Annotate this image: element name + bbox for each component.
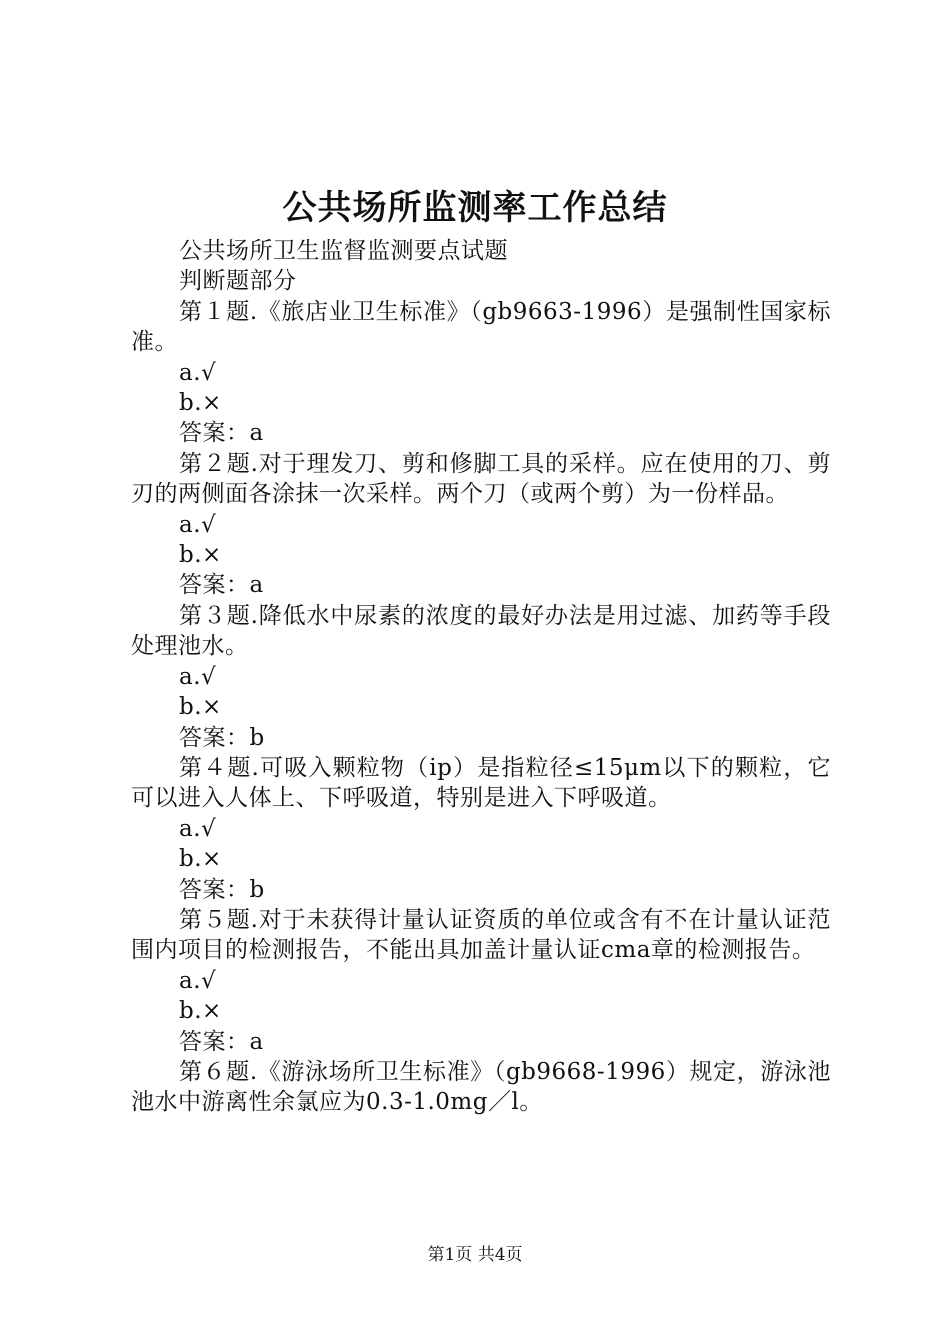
option-b: b.× <box>179 390 222 417</box>
answer: 答案：b <box>179 724 265 751</box>
page-footer: 第1页 共4页 <box>427 1245 523 1265</box>
question-2: 第２题.对于理发刀、剪和修脚工具的采样。应在使用的刀、剪刃的两侧面各涂抹一次采样。两个刀（或两个剪）为一份样品。 <box>131 450 831 508</box>
option-b: b.× <box>179 542 222 569</box>
question-1: 第１题.《旅店业卫生标准》（gb9663-1996）是强制性国家标准。 <box>131 298 831 356</box>
option-b: b.× <box>179 998 222 1025</box>
option-a: a.√ <box>179 815 217 842</box>
question-6: 第６题.《游泳场所卫生标准》（gb9668-1996）规定，游泳池池水中游离性余氯应为0.3-1.0mg／l。 <box>131 1058 831 1116</box>
option-a: a.√ <box>179 511 217 538</box>
option-a: a.√ <box>179 663 217 690</box>
paragraph-subtitle: 公共场所卫生监督监测要点试题 <box>179 238 508 264</box>
option-a: a.√ <box>179 359 217 386</box>
option-b: b.× <box>179 846 222 873</box>
document-title: 公共场所监测率工作总结 <box>282 188 668 228</box>
option-b: b.× <box>179 694 222 721</box>
question-4: 第４题.可吸入颗粒物（ip）是指粒径≤15μm以下的颗粒，它可以进入人体上、下呼吸道，特别是进入下呼吸道。 <box>131 754 831 812</box>
question-5: 第５题.对于未获得计量认证资质的单位或含有不在计量认证范围内项目的检测报告，不能出具加盖计量认证cma章的检测报告。 <box>131 906 831 964</box>
paragraph-section: 判断题部分 <box>179 268 297 295</box>
document-body <box>131 236 831 1118</box>
answer: 答案：a <box>179 420 264 447</box>
option-a: a.√ <box>179 967 217 994</box>
answer: 答案：b <box>179 876 265 903</box>
question-3: 第３题.降低水中尿素的浓度的最好办法是用过滤、加药等手段处理池水。 <box>131 602 831 660</box>
answer: 答案：a <box>179 572 264 599</box>
answer: 答案：a <box>179 1028 264 1055</box>
